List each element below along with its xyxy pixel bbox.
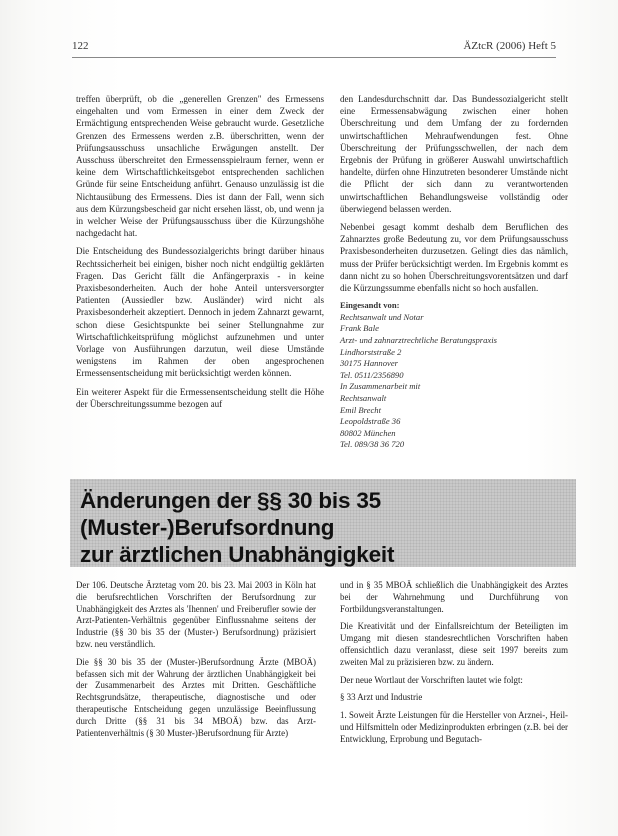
signature-line: Frank Bale (340, 323, 379, 334)
header-rule (72, 57, 556, 58)
signature-line: Rechtsanwalt (340, 393, 387, 403)
signature-line: Arzt- und zahnarztrechtliche Beratungspraxis (340, 335, 497, 346)
signature-line: Tel. 0511/2356890 (340, 369, 404, 380)
submitted-by-label: Eingesandt von: (340, 300, 400, 311)
section-heading: § 33 Arzt und Industrie (340, 692, 423, 703)
paragraph: Die Kreativität und der Einfallsreichtum der Beteiligten im Umgang mit diesen standesrechtlichen Vorschriften haben offensichtlich dazu veranlasst, diese seit 1997 bereits zum zweiten Mal zu präzisieren bzw. zu ändern. (340, 621, 568, 667)
journal-reference: ÄZtcR (2006) Heft 5 (463, 40, 556, 52)
paragraph: Nebenbei gesagt kommt deshalb dem Beruflichen des Zahnarztes große Bedeutung zu, vor dem Prüfungsausschuss Praxisbesonderheiten durzusetzen. Gelingt dies das nämlich, muss der Prüfer berücksichtigt werden. Im Ergebnis kommt es dann nicht zu so hohen Überschreitungsvorentsätzen und darf die Kürzungssumme ebenfalls nicht so hoch ausfallen. (340, 222, 568, 294)
paragraph: Die Entscheidung des Bundessozialgerichts bringt darüber hinaus Rechtssicherheit bei einigen, bisher noch nicht endgültig geklärten Fragen. Das Gericht fällt die Anfängerpraxis - in keine Praxisbesonderheiten. Auch der hohe Anteil untersversorgter Patienten (Aussiedler bzw. Ausländer) wird nicht als Praxisbesonderheit akzeptiert. Dennoch in jedem Zahnarzt gewarnt, schon diese Gesichtspunkte bei seiner Stellungnahme zur Wirtschaftlichkeitsprüfung möglichst aufzunehmen und unter Vorlage von Ausführungen darzutun, weil diese Umstände wenigstens im Rahmen der oben angesprochenen Ermessensentscheidung mit berücksichtigt werden können. (76, 246, 324, 379)
signature-line: Rechtsanwalt und Notar (340, 311, 424, 322)
signature-line: Leopoldstraße 36 (340, 416, 401, 427)
article-title (80, 487, 576, 568)
signature-line: Emil Brecht (340, 404, 381, 415)
signature-line: In Zusammenarbeit mit (340, 381, 421, 392)
signature-line: Tel. 089/38 36 720 (340, 439, 405, 450)
paragraph: treffen überprüft, ob die „generellen Grenzen" des Ermessens eingehalten und vom Ermessen in einer dem Zweck der Ermächtigung entsprechenden Weise gebraucht wurde. Gesetzliche Grenzen des Ermessens werden z.B. überschritten, wenn der Prüfungsausschuss unsachliche Erwägungen anstellt. Der Ausschuss überschreitet den Ermessensspielraum ferner, wenn er keine dem Wirtschaftlichkeitsgebot entsprechenden sachlichen Gründe für seine Entscheidung anführt. Genauso unzulässig ist die Nichtausübung des Ermessens. Dies ist dann der Fall, wenn sich aus dem Kürzungsbescheid gar nicht ersehen lässt, ob, und wenn ja in welcher Weise der Prüfungsausschuss über die Kürzungshöhe nachgedacht hat. (76, 94, 324, 239)
running-header (72, 40, 556, 54)
new-article-column-right (340, 580, 568, 752)
paragraph: und in § 35 MBOÄ schließlich die Unabhängigkeit des Arztes bei der Wahrnehmung und Durchführung von Fortbildungsveranstaltungen. (340, 580, 568, 614)
signature-line: 80802 München (340, 427, 396, 438)
signature-line: 30175 Hannover (340, 358, 398, 369)
paragraph: Die §§ 30 bis 35 der (Muster-)Berufsordnung Ärzte (MBOÄ) befassen sich mit der Wahrung der ärztlichen Unabhängigkeit bei der Zusammenarbeit des Arztes mit Dritten. Geschäftliche Rechtsgrundsätze, therapeutische, diagnostische und oder therapeutische Entscheidung gegen unzulässige Beeinflussung durch Dritte (§§ 31 bis 34 MBOÄ) bzw. das Arzt-Patientenverhältnis (§ 30 Muster-)Berufsordnung für Arzte) (76, 656, 316, 738)
paragraph: Der neue Wortlaut der Vorschriften lautet wie folgt: (340, 674, 523, 685)
article-title-banner (70, 479, 576, 567)
new-article-column-left (76, 580, 316, 745)
paragraph: den Landesdurchschnitt dar. Das Bundessozialgericht stellt eine Ermessensabwägung zwischen einer hohen Überschreitung und dem Umfang der zu fordernden unwirtschaftlichen Mehraufwendungen fest. Ohne Überschreitung der Prüfungsschwellen, der nach dem Ergebnis der Prüfung in größerer Auswahl unwirtschaftlich handelte, dürfen ohne Hinzutreten besonderer Umstände nicht die Pflicht der sich dann zu verantwortenden unwirtschaftlichen Behandlungsweise vollständig oder überwiegend belassen werden. (340, 94, 568, 214)
signature-line: Lindhorststraße 2 (340, 346, 402, 357)
author-signature-block (340, 300, 568, 451)
paragraph: Der 106. Deutsche Ärztetag vom 20. bis 23. Mai 2003 in Köln hat die berufsrechtlichen Vorschriften der Berufsordnung zur Unabhängigkeit des Arztes als 'Ihennen' und Freiberufler sowie der Arzt-Patienten-Verhältnis gegenüber Einflussnahme seitens der Industrie (§§ 30 bis 35 der (Muster-) Berufsordnung) präzisiert bzw. neu verständlich. (76, 580, 316, 649)
paragraph: 1. Soweit Ärzte Leistungen für die Hersteller von Arznei-, Heil- und Hilfsmitteln oder Medizinprodukten erbringen (z.B. bei der Entwicklung, Erprobung und Begutach- (340, 710, 568, 744)
article-column-left (76, 93, 324, 416)
article-title-line: zur ärztlichen Unabhängigkeit (80, 542, 395, 567)
article-column-right (340, 93, 568, 451)
article-title-line: Änderungen der §§ 30 bis 35 (Muster-)Berufsordnung (80, 488, 381, 540)
paragraph: Ein weiterer Aspekt für die Ermessensentscheidung stellt die Höhe der Überschreitungssumme bezogen auf (76, 386, 324, 409)
page-number: 122 (72, 40, 89, 52)
